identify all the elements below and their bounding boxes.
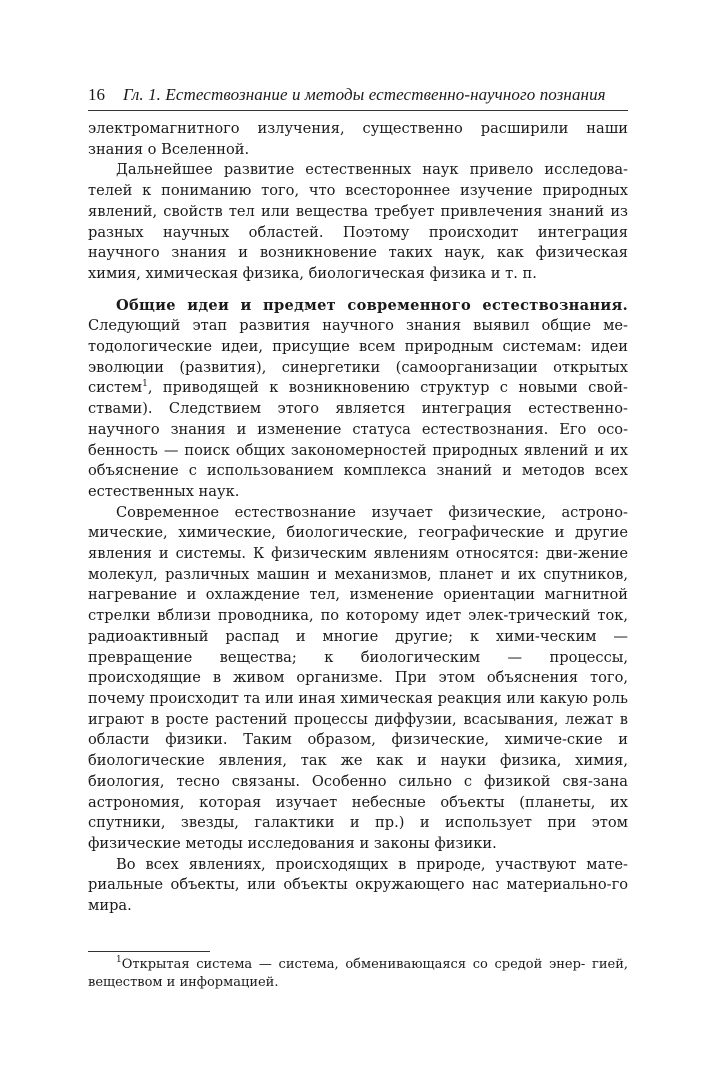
text-line: почему происходит та или иная химическая реакция или какую — [88, 689, 588, 707]
running-header — [88, 84, 628, 111]
paragraph-general-ideas — [88, 296, 628, 503]
footnote-line: гией, веществом и информацией. — [88, 956, 628, 990]
text-line: роль играют в росте растений процессы диффузии, всасывания, — [88, 689, 628, 728]
section-heading: Общие идеи и предмет современного естествознания. — [116, 296, 628, 314]
text-line: трический ток, радиоактивный распад и многие другие; к хими- — [88, 607, 628, 645]
text-line: риальные объекты, или объекты окружающего нас материально- — [88, 876, 612, 894]
text-line: всех естественных наук. — [88, 462, 629, 500]
text-line: го мира. — [88, 876, 628, 915]
footnote-reference[interactable]: 1 — [142, 379, 148, 390]
text-line: ские и биологические явления, так же как и науки физика, — [88, 731, 628, 770]
text-line: магнитной стрелки вблизи проводника, по которому идет элек- — [88, 586, 629, 625]
text-line: мические, химические, биологические, географические и другие — [88, 524, 628, 542]
text-line: их спутники, звезды, галактики и пр.) и использует при этом — [88, 793, 628, 832]
book-page — [88, 84, 628, 992]
text-line: жение молекул, различных машин и механизмов, планет и их — [88, 545, 628, 583]
text-line: , приводящей к возникновению структур с новыми свой- — [147, 379, 628, 397]
text-line: телей к пониманию того, что всестороннее изучение природных — [88, 182, 628, 200]
footnote-mark: 1 — [116, 954, 122, 965]
footnote — [88, 956, 628, 992]
body-text — [88, 119, 628, 917]
text-line: из разных научных областей. Поэтому происходит интеграция — [88, 202, 629, 241]
footnote-divider — [88, 951, 210, 952]
running-title: Гл. 1. Естествознание и методы естественно-научного познания — [123, 85, 606, 104]
text-line: систем — [88, 379, 143, 397]
text-line: знания о Вселенной. — [88, 140, 250, 158]
footnote-line: Открытая система — система, обменивающаяся со средой энер- — [121, 956, 586, 972]
paragraph-integration — [88, 160, 628, 284]
text-line: Следующий этап развития научного знания выявил общие ме- — [88, 317, 628, 335]
text-line: ствами). Следствием этого является интеграция естественно- — [88, 400, 628, 418]
text-line: электромагнитного излучения, существенно расширили наши — [88, 120, 628, 137]
text-line: химия, химическая физика, биологическая физика и т. п. — [88, 264, 537, 282]
text-line: бенность — поиск общих закономерностей природных явлений — [88, 441, 589, 459]
text-line: происходящие в живом организме. При этом объяснения того, — [88, 669, 628, 687]
text-line: Современное естествознание изучает физические, астроно- — [116, 503, 628, 521]
section-gap — [88, 285, 628, 296]
text-line: научного знания и изменение статуса естествознания. Его осо- — [88, 420, 628, 438]
text-line: Дальнейшее развитие естественных наук привело исследова- — [116, 161, 628, 179]
text-line: научного знания и возникновение таких наук, как физическая — [88, 244, 628, 262]
text-line: Во всех явлениях, происходящих в природе, участвуют мате- — [116, 855, 628, 873]
text-line: эволюции (развития), синергетики (самоорганизации открытых — [88, 358, 628, 376]
text-line: и их объяснение с использованием комплекса знаний и методов — [88, 441, 628, 480]
paragraph-modern-science — [88, 503, 628, 855]
page-number: 16 — [88, 85, 105, 104]
text-line: явления и системы. К физическим явлениям относятся: дви- — [88, 545, 578, 563]
text-line: явлений, свойств тел или вещества требует привлечения знаний — [88, 202, 605, 220]
text-line: спутников, нагревание и охлаждение тел, изменение ориентации — [88, 565, 629, 604]
text-line: лежат в области физики. Таким образом, физические, химиче- — [88, 710, 629, 749]
text-line: физические методы исследования и законы физики. — [88, 834, 497, 852]
text-line: тодологические идеи, присущие всем природным системам: идеи — [88, 338, 628, 356]
text-line: химия, биология, тесно связаны. Особенно сильно с физикой свя- — [88, 752, 629, 790]
paragraph-continuation — [88, 119, 628, 160]
paragraph-material-objects — [88, 855, 628, 917]
text-line: зана астрономия, которая изучает небесные объекты (планеты, — [88, 772, 628, 811]
text-line: ческим — превращение вещества; к биологическим — процессы, — [88, 627, 629, 666]
